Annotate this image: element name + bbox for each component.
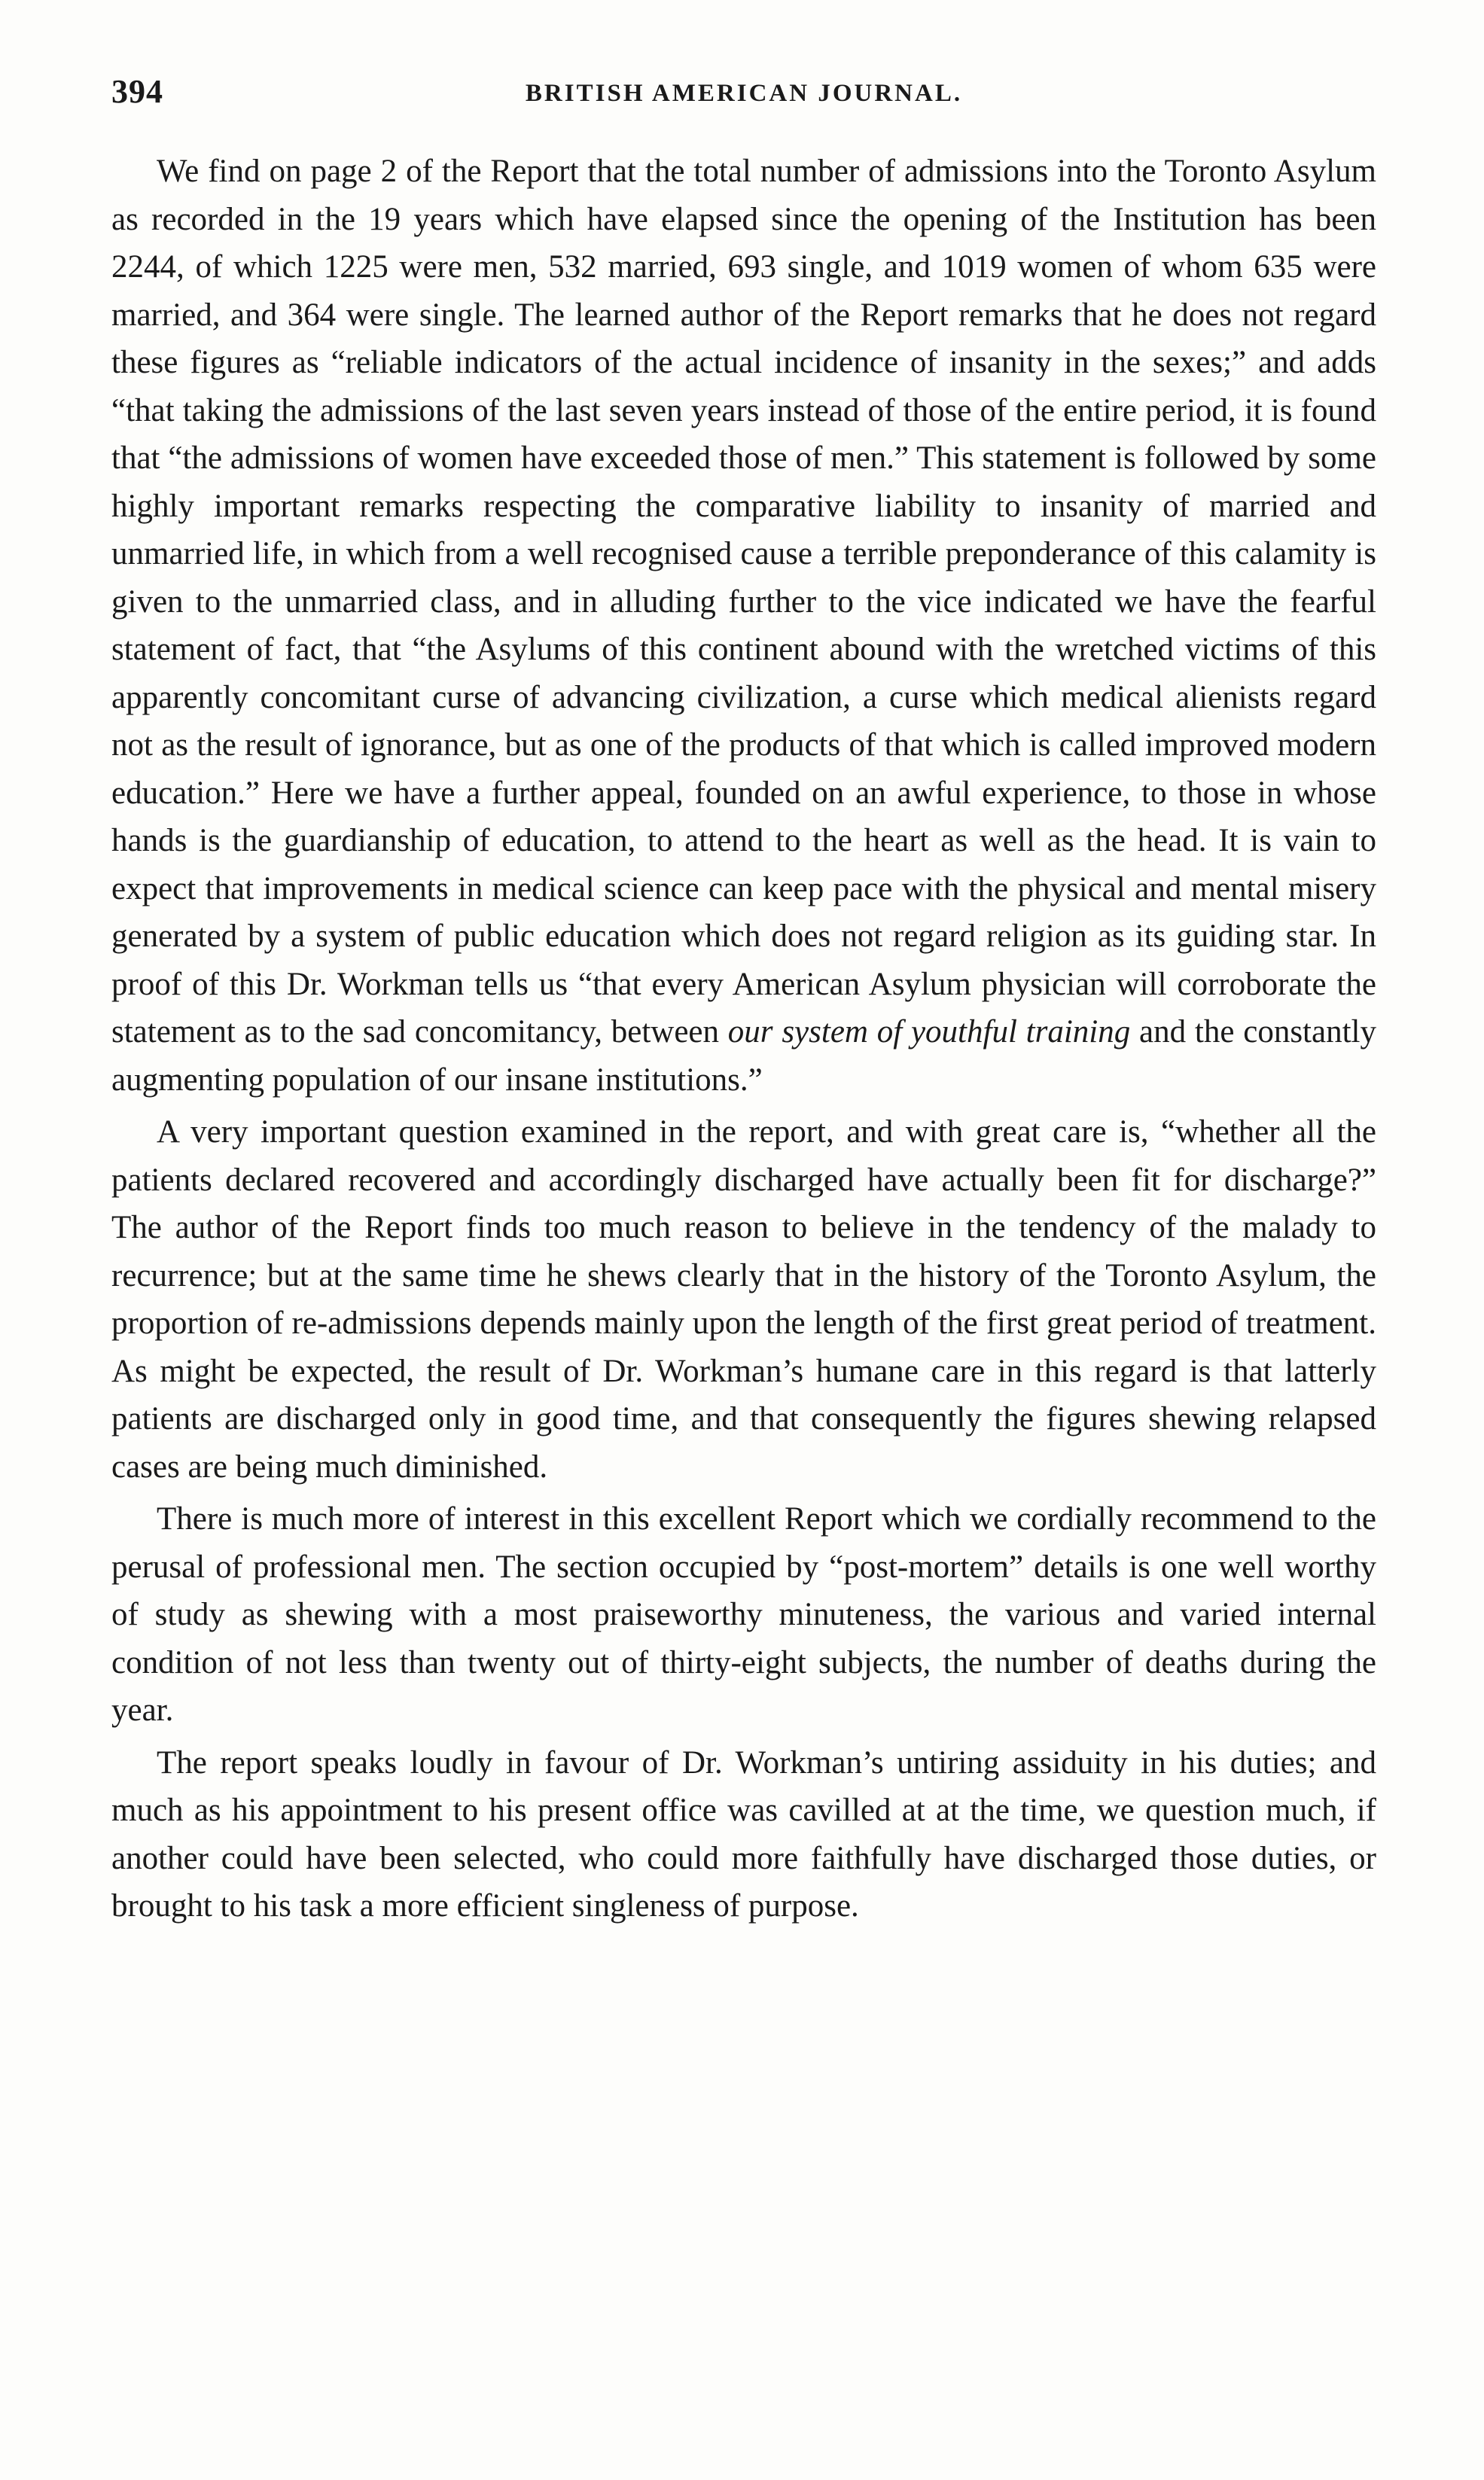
paragraph-conclusion: The report speaks loudly in favour of Dr. Workman’s untiring assiduity in his duties; and much as his appointment to his present office was cavilled at at the time, we question much, if another could have been selected, who could more faithfully have discharged those duties, or brought to his task a more efficient singleness of purpose. bbox=[111, 1744, 1376, 1924]
paragraph-admissions-text: We find on page 2 of the Report that the total number of admissions into the Toronto Asylum as recorded in the 19 years which have elapsed since the opening of the Institution has been 2244, of which 1225 were men, 532 married, 693 single, and 1019 women of whom 635 were married, and 364 were single. The learned author of the Report remarks that he does not regard these figures as “reliable indicators of the actual incidence of insanity in the sexes;” and adds “that taking the admissions of the last seven years instead of those of the entire period, it is found that “the admissions of women have exceeded those of men.” This statement is followed by some highly important remarks respecting the comparative liability to insanity of married and unmarried life, in which from a well recognised cause a terrible preponderance of this calamity is given to the unmarried class, and in alluding further to the vice indicated we have the fearful statement of fact, that “the Asylums of this continent abound with the wretched victims of this apparently concomitant curse of advancing civilization, a curse which medical alienists regard not as the result of ignorance, but as one of the products of that which is called improved modern education.” Here we have a further appeal, founded on an awful experience, to those in whose hands is the guardianship of education, to attend to the heart as well as the head. It is vain to expect that improvements in medical science can keep pace with the physical and mental misery generated by a system of public education which does not regard religion as its guiding star. In proof of this Dr. Workman tells us “that every American Asylum physician will corroborate the statement as to the sad concomitancy, between bbox=[111, 154, 1376, 1050]
paragraph-discharge: A very important question examined in the report, and with great care is, “whether all the patients declared recovered and accordingly discharged have actually been fit for discharge?” The author of the Report finds too much reason to believe in the tendency of the malady to recurrence; but at the same time he shews clearly that in the history of the Toronto Asylum, the proportion of re-admissions depends mainly upon the length of the first great period of treatment. As might be expected, the result of Dr. Workman’s humane care in this regard is that latterly patients are discharged only in good time, and that consequently the figures shewing relapsed cases are being much diminished. bbox=[111, 1114, 1376, 1485]
paragraph-admissions-ending: and the constantly augmenting population of our insane institutions.” bbox=[111, 1014, 1376, 1098]
paragraph-admissions bbox=[111, 148, 1376, 1104]
italic-phrase: our system of youthful training bbox=[727, 1014, 1131, 1050]
article-body bbox=[111, 148, 1376, 1935]
paragraph-post-mortem: There is much more of interest in this excellent Report which we cordially recommend to the perusal of professional men. The section occupied by “post-mortem” details is one well worthy of study as shewing with a most praiseworthy minuteness, the various and varied internal condition of not less than twenty out of thirty-eight subjects, the number of deaths during the year. bbox=[111, 1501, 1376, 1728]
running-head bbox=[111, 72, 1376, 117]
page-number: 394 bbox=[111, 73, 163, 110]
journal-title: BRITISH AMERICAN JOURNAL. bbox=[525, 80, 963, 107]
